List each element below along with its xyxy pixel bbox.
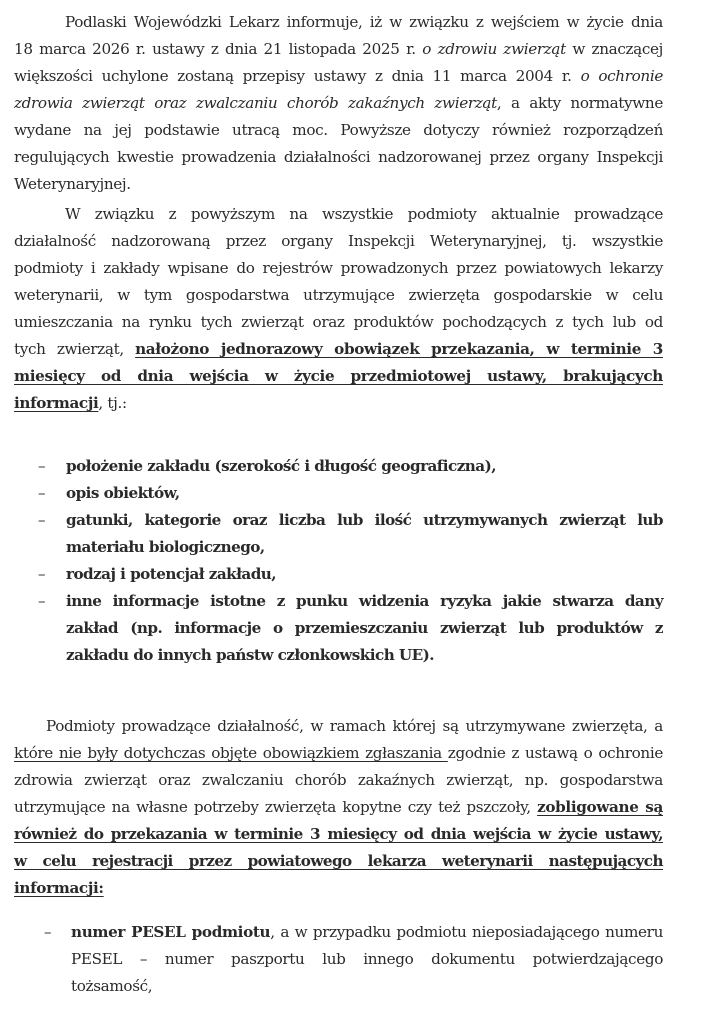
text-line: większości uchylone zostaną przepisy ustawy z dnia 11 marca 2004 r. o ochronie (14, 67, 663, 85)
dash-bullet-icon: – (38, 565, 46, 583)
list-item-text: zakład (np. informacje o przemieszczaniu zwierząt lub produktów z (66, 619, 663, 637)
list-item-text: opis obiektów, (66, 484, 180, 502)
text-line: podmioty i zakłady wpisane do rejestrów prowadzonych przez powiatowych lekarzy (14, 259, 663, 277)
text-line: umieszczania na rynku tych zwierząt oraz produktów pochodzących z tych lub od (14, 313, 663, 331)
dash-bullet-icon: – (38, 457, 46, 475)
text-line: zdrowia zwierząt oraz zwalczaniu chorób zakaźnych zwierząt, np. gospodarstwa (14, 771, 663, 789)
emphasis-text: również do przekazania w terminie 3 miesięcy od dnia wejścia w życie ustawy, (14, 825, 663, 843)
list-item-text: PESEL – numer paszportu lub innego dokumentu potwierdzającego (71, 950, 663, 968)
list-item-text: tożsamość, (71, 977, 153, 995)
emphasis-text: informacji (14, 394, 99, 412)
emphasis-text: informacji: (14, 879, 104, 897)
text-line: Podlaski Wojewódzki Lekarz informuje, iż w związku z wejściem w życie dnia (65, 13, 663, 31)
text-line: Weterynaryjnej. (14, 175, 131, 193)
emphasis-text: w celu rejestracji przez powiatowego lekarza weterynarii następujących (14, 852, 663, 870)
text-line (14, 824, 663, 844)
law-title: zdrowia zwierząt oraz zwalczaniu chorób zakaźnych zwierząt (14, 94, 497, 112)
list-item-text: rodzaj i potencjał zakładu, (66, 565, 277, 583)
law-title: o zdrowiu zwierząt (422, 40, 566, 58)
emphasis-text: nałożono jednorazowy obowiązek przekazania, w terminie 3 (135, 340, 663, 358)
text-line: wydane na jej podstawie utracą moc. Powyższe dotyczy również rozporządzeń (14, 121, 663, 139)
dash-bullet-icon: – (38, 484, 46, 502)
text-line: utrzymujące na własne potrzeby zwierzęta kopytne czy też pszczoły, zobligowane są (14, 798, 663, 816)
dash-bullet-icon: – (38, 511, 46, 529)
emphasis-text: zobligowane są (537, 798, 663, 816)
text-line (14, 878, 663, 898)
text-line: Podmioty prowadzące działalność, w ramach której są utrzymywane zwierzęta, a (46, 717, 663, 735)
list-item-text: numer PESEL podmiotu, a w przypadku podmiotu nieposiadającego numeru (71, 923, 664, 941)
underlined-text: które nie były dotychczas objęte obowiązkiem zgłaszania (14, 744, 448, 762)
dash-bullet-icon: – (38, 592, 46, 610)
list-item-text: inne informacje istotne z punku widzenia ryzyka jakie stwarza dany (66, 592, 663, 610)
text-line: W związku z powyższym na wszystkie podmioty aktualnie prowadzące (65, 205, 663, 223)
list-item-text: zakładu do innych państw członkowskich UE). (66, 646, 435, 664)
text-line: 18 marca 2026 r. ustawy z dnia 21 listopada 2025 r. o zdrowiu zwierząt w znaczącej (14, 40, 663, 58)
text-line (14, 366, 663, 386)
text-line: które nie były dotychczas objęte obowiązkiem zgłaszania zgodnie z ustawą o ochronie (14, 744, 663, 762)
text-line: zdrowia zwierząt oraz zwalczaniu chorób zakaźnych zwierząt, a akty normatywne (14, 94, 663, 112)
list-item-text: położenie zakładu (szerokość i długość geograficzna), (66, 457, 496, 475)
list-item-text: gatunki, kategorie oraz liczba lub ilość utrzymywanych zwierząt lub (66, 511, 663, 529)
text-line: regulujących kwestie prowadzenia działalności nadzorowanej przez organy Inspekcji (14, 148, 663, 166)
dash-bullet-icon: – (44, 923, 52, 941)
list-item-text: materiału biologicznego, (66, 538, 265, 556)
emphasis-text: miesięcy od dnia wejścia w życie przedmiotowej ustawy, brakujących (14, 367, 663, 385)
text-line: weterynarii, w tym gospodarstwa utrzymujące zwierzęta gospodarskie w celu (14, 286, 663, 304)
text-line: informacji, tj.: (14, 394, 127, 412)
text-line (14, 851, 663, 871)
text-line: działalność nadzorowaną przez organy Inspekcji Weterynaryjnej, tj. wszystkie (14, 232, 663, 250)
law-title: o ochronie (580, 67, 663, 85)
text-line: tych zwierząt, nałożono jednorazowy obowiązek przekazania, w terminie 3 (14, 340, 663, 358)
